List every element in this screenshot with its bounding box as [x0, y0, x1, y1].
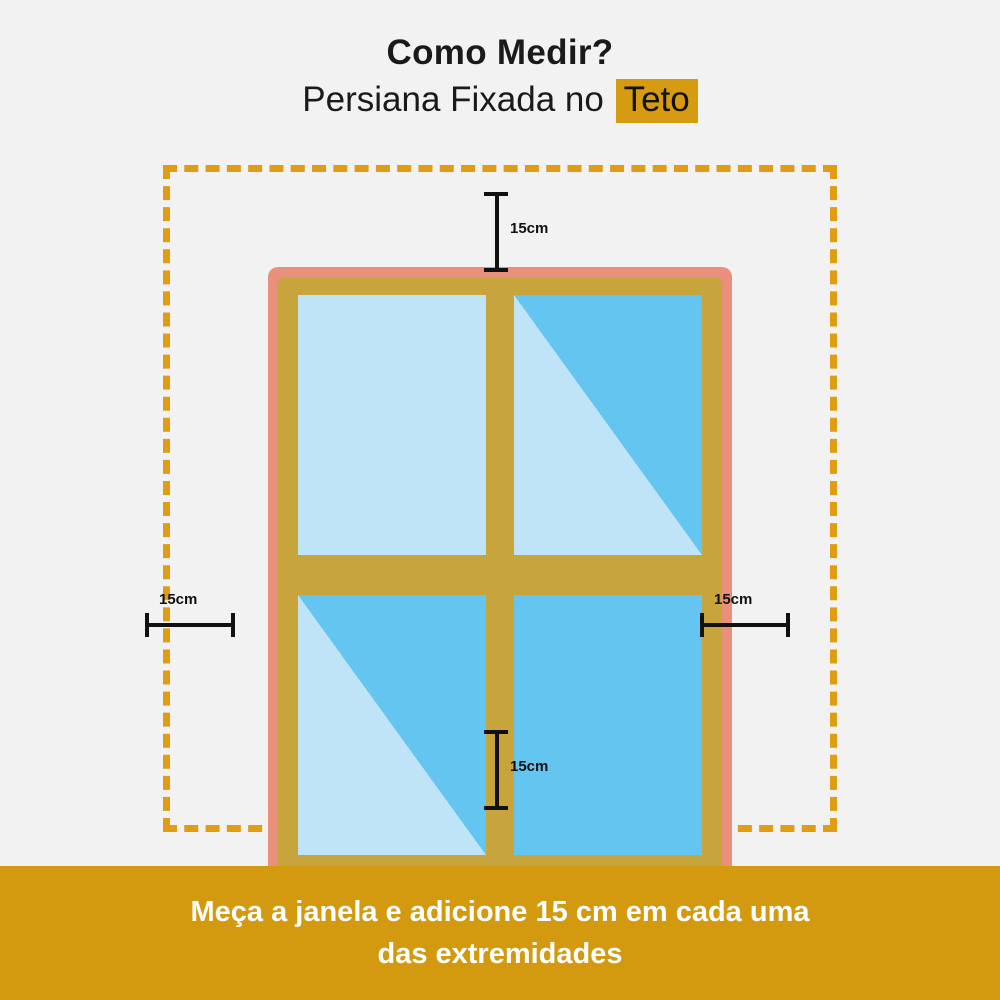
measure-cap-icon [231, 613, 235, 637]
glass-shade-icon [514, 595, 702, 855]
measure-cap-icon [484, 806, 508, 810]
measure-line-icon [495, 194, 499, 270]
measure-bottom [462, 730, 549, 810]
window-pane-bottom-left [298, 595, 486, 855]
measure-cap-icon [484, 268, 508, 272]
page-header [0, 0, 1000, 123]
page-subtitle-highlight: Teto [616, 79, 698, 123]
footer-banner [0, 866, 1000, 1000]
measure-right-label: 15cm [714, 591, 753, 608]
page-title: Como Medir? [386, 33, 614, 72]
window-pane-top-left [298, 295, 486, 555]
diagram-stage [0, 150, 1000, 850]
measure-top [462, 192, 549, 272]
measure-left [145, 591, 235, 645]
measure-bottom-label: 15cm [510, 758, 549, 775]
glass-shade-icon [514, 295, 702, 555]
footer-line-2: das extremidades [377, 938, 623, 970]
window-pane-top-right [514, 295, 702, 555]
measure-line-icon [702, 623, 788, 627]
measure-right [700, 591, 790, 645]
page-subtitle-prefix: Persiana Fixada no [302, 79, 614, 119]
measure-line-icon [495, 732, 499, 808]
measure-cap-icon [786, 613, 790, 637]
page-subtitle [0, 79, 1000, 123]
footer-text [131, 891, 870, 975]
footer-line-1: Meça a janela e adicione 15 cm em cada uma [190, 895, 810, 928]
glass-shade-icon [298, 595, 486, 855]
measure-left-label: 15cm [159, 591, 198, 608]
window-pane-bottom-right [514, 595, 702, 855]
measure-line-icon [147, 623, 233, 627]
measure-top-label: 15cm [510, 220, 549, 237]
